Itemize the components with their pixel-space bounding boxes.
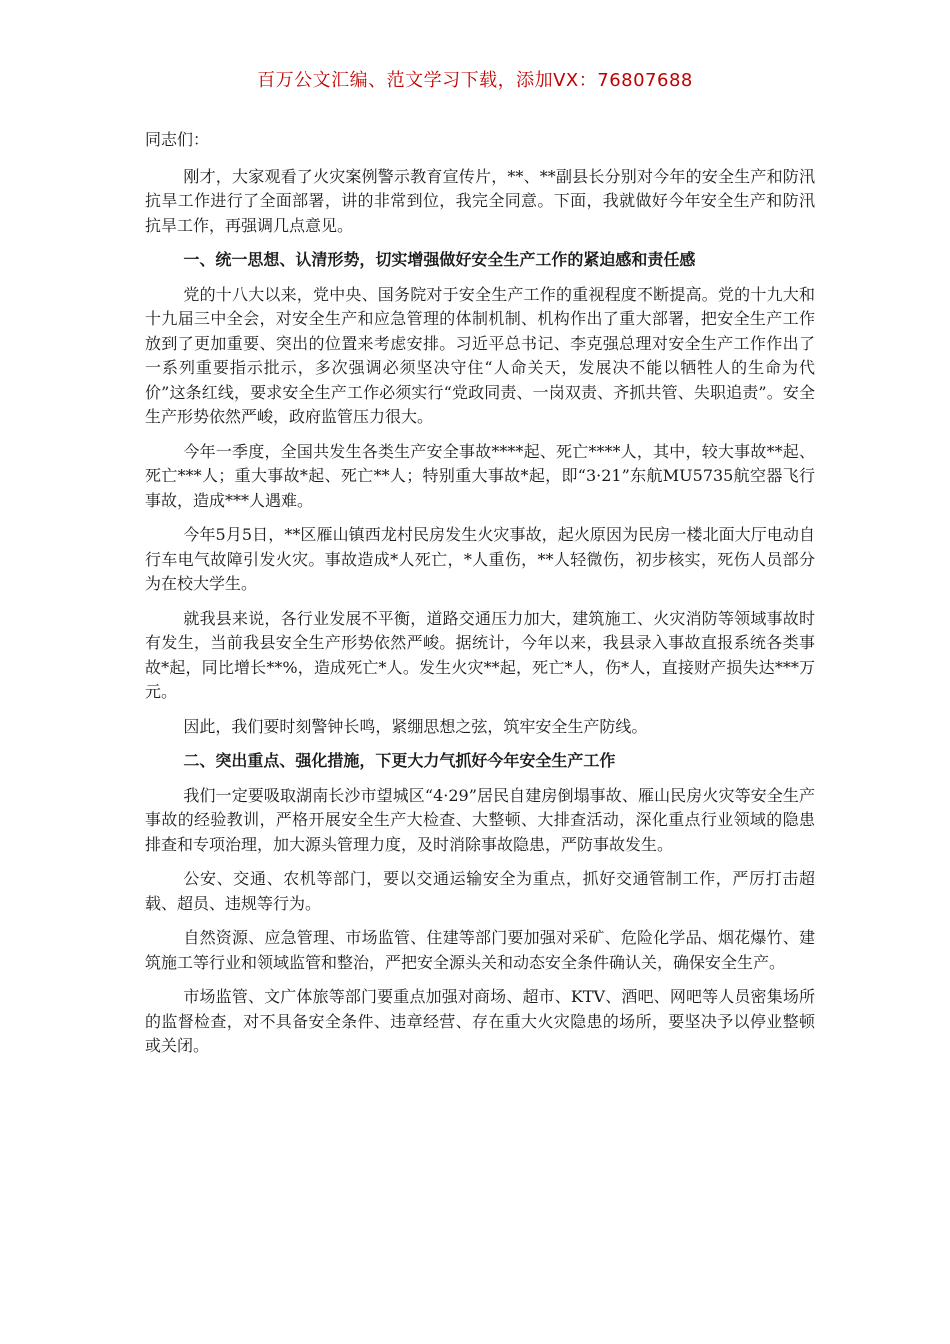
paragraph: 自然资源、应急管理、市场监管、住建等部门要加强对采矿、危险化学品、烟花爆竹、建筑施工等行业和领域监管和整治，严把安全源头关和动态安全条件确认关，确保安全生产。 <box>145 928 815 972</box>
paragraph: 因此，我们要时刻警钟长鸣，紧绷思想之弦，筑牢安全生产防线。 <box>183 716 648 736</box>
paragraph: 就我县来说，各行业发展不平衡，道路交通压力加大，建筑施工、火灾消防等领域事故时有发生，当前我县安全生产形势依然严峻。据统计，今年以来，我县录入事故直报系统各类事故*起，同比增长**%，造成死亡*人。发生火灾**起，死亡*人，伤*人，直接财产损失达***万元。 <box>145 608 815 701</box>
paragraph: 党的十八大以来，党中央、国务院对于安全生产工作的重视程度不断提高。党的十九大和十九届三中全会，对安全生产和应急管理的体制机制、机构作出了重大部署，把安全生产工作放到了更加重要、突出的位置来考虑安排。习近平总书记、李克强总理对安全生产工作作出了一系列重要指示批示，多次强调必须坚决守住“人命关天，发展决不能以牺牲人的生命为代价”这条红线，要求安全生产工作必须实行“党政同责、一岗双责、齐抓共管、失职追责”。安全生产形势依然严峻，政府监管压力很大。 <box>145 284 815 426</box>
salutation: 同志们： <box>145 130 210 149</box>
section-heading: 一、统一思想、认清形势，切实增强做好安全生产工作的紧迫感和责任感 <box>183 250 696 269</box>
watermark-header: 百万公文汇编、范文学习下载，添加VX：76807688 <box>257 70 693 91</box>
document-blocks <box>145 165 815 1059</box>
document-body <box>145 128 815 1069</box>
paragraph: 今年一季度，全国共发生各类生产安全事故****起、死亡****人，其中，较大事故**起、死亡***人；重大事故*起、死亡**人；特别重大事故*起，即“3·21”东航MU5735航空器飞行事故，造成***人遇难。 <box>145 441 815 510</box>
paragraph: 我们一定要吸取湖南长沙市望城区“4·29”居民自建房倒塌事故、雁山民房火灾等安全生产事故的经验教训，严格开展安全生产大检查、大整顿、大排查活动，深化重点行业领域的隐患排查和专项治理，加大源头管理力度，及时消除事故隐患，严防事故发生。 <box>145 785 815 854</box>
paragraph: 今年5月5日，**区雁山镇西龙村民房发生火灾事故，起火原因为民房一楼北面大厅电动自行车电气故障引发火灾。事故造成*人死亡，*人重伤，**人轻微伤，初步核实，死伤人员部分为在校大学生。 <box>145 525 815 593</box>
section-heading: 二、突出重点、强化措施，下更大力气抓好今年安全生产工作 <box>183 751 616 770</box>
paragraph: 公安、交通、农机等部门，要以交通运输安全为重点，抓好交通管制工作，严厉打击超载、超员、违规等行为。 <box>145 869 815 913</box>
paragraph: 刚才，大家观看了火灾案例警示教育宣传片，**、**副县长分别对今年的安全生产和防汛抗旱工作进行了全面部署，讲的非常到位，我完全同意。下面，我就做好今年安全生产和防汛抗旱工作，再强调几点意见。 <box>145 166 815 235</box>
paragraph: 市场监管、文广体旅等部门要重点加强对商场、超市、KTV、酒吧、网吧等人员密集场所的监督检查，对不具备安全条件、违章经营、存在重大火灾隐患的场所，要坚决予以停业整顿或关闭。 <box>145 987 815 1055</box>
